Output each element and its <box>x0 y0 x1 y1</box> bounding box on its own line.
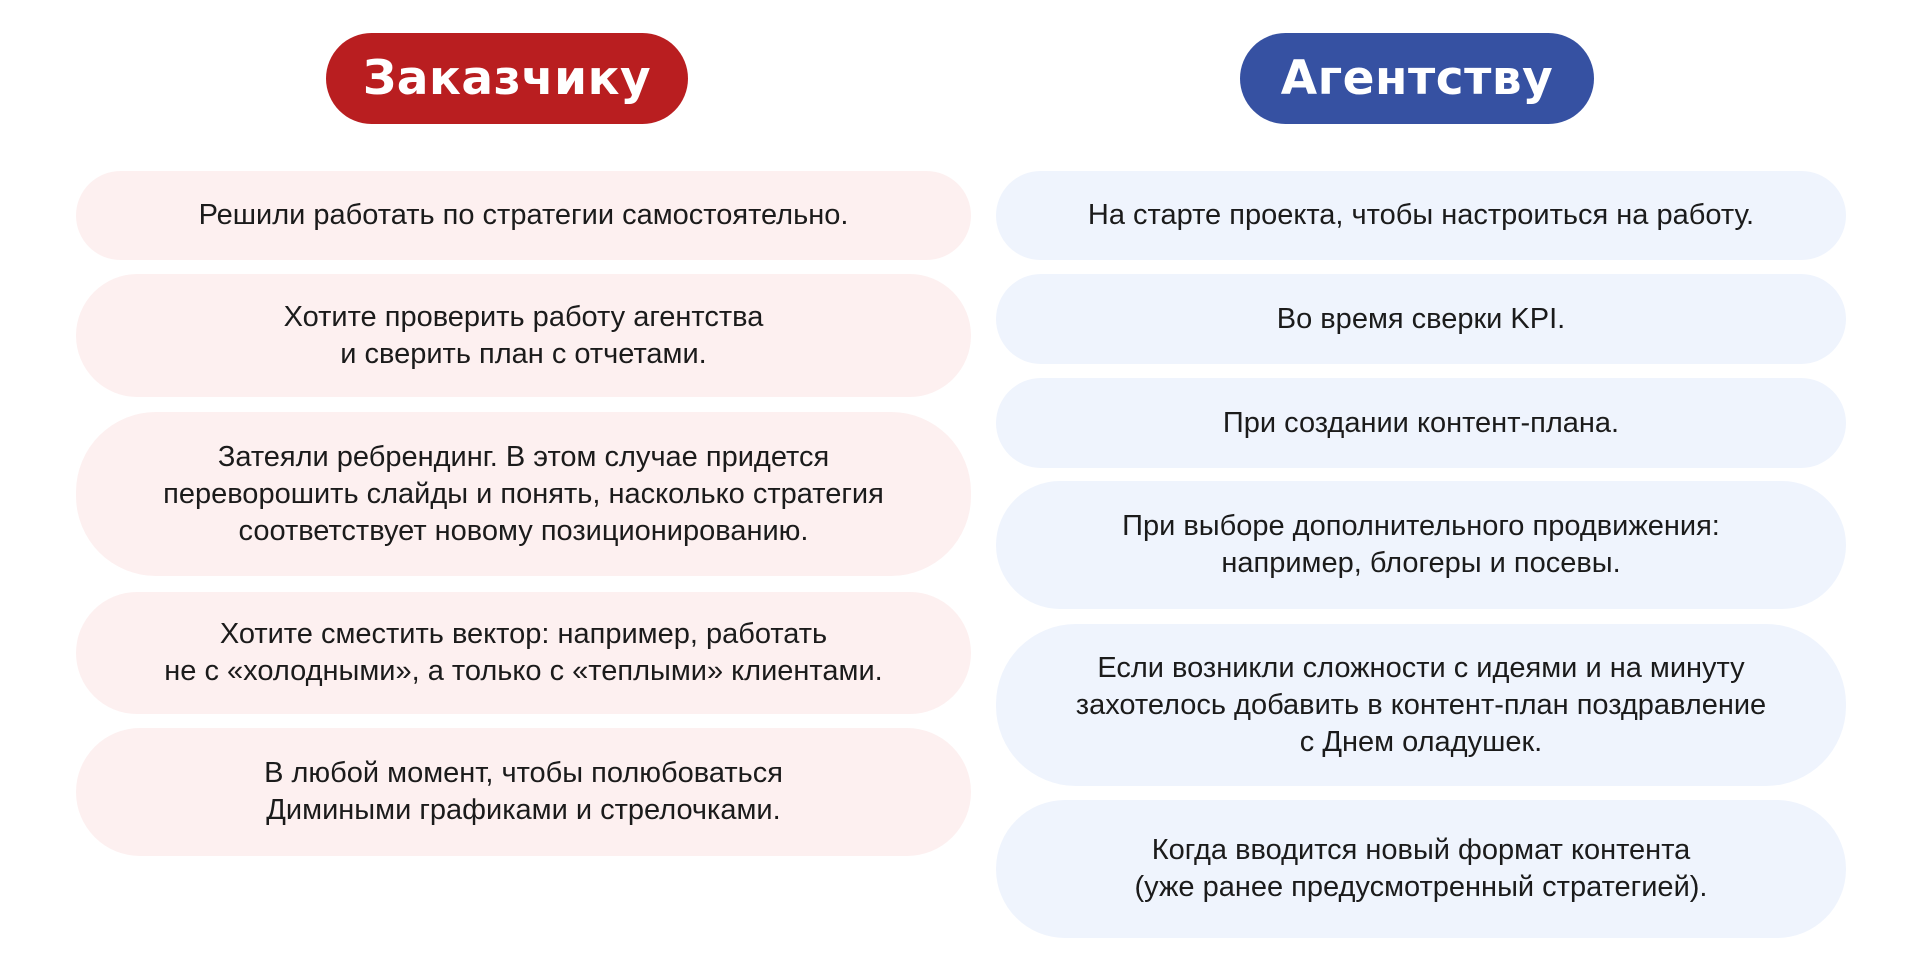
agency-item-3-text: При создании контент-плана. <box>1222 406 1620 439</box>
customer-item-4 <box>76 592 971 714</box>
agency-item-4-text: При выборе дополнительного продвижения: например, блогеры и посевы. <box>1122 510 1720 579</box>
customer-item-5-text: В любой момент, чтобы полюбоваться Димиными графиками и стрелочками. <box>264 757 783 826</box>
customer-header-pill: Заказчику <box>326 33 688 124</box>
customer-item-1 <box>76 171 971 260</box>
customer-item-3-text: Затеяли ребрендинг. В этом случае придется переворошить слайды и понять, насколько стратегия соответствует новому позиционированию. <box>163 440 884 547</box>
agency-item-2 <box>996 274 1846 364</box>
customer-item-2 <box>76 274 971 397</box>
customer-item-4-text: Хотите сместить вектор: например, работать не с «холодными», а только с «теплыми» клиентами. <box>164 618 883 687</box>
agency-item-5 <box>996 624 1846 786</box>
customer-item-5 <box>76 728 971 856</box>
agency-item-4 <box>996 481 1846 609</box>
agency-item-2-text: Во время сверки KPI. <box>1276 302 1566 335</box>
agency-header-pill: Агентству <box>1240 33 1594 124</box>
agency-item-6 <box>996 800 1846 938</box>
agency-item-6-text: Когда вводится новый формат контента (уже ранее предусмотренный стратегией). <box>1134 834 1708 903</box>
agency-item-1-text: На старте проекта, чтобы настроиться на работу. <box>1087 199 1755 231</box>
customer-item-1-text: Решили работать по стратегии самостоятельно. <box>198 199 849 231</box>
agency-item-3 <box>996 378 1846 468</box>
agency-item-5-text: Если возникли сложности с идеями и на минуту захотелось добавить в контент-план поздравление с Днем оладушек. <box>1075 651 1767 758</box>
customer-item-3 <box>76 412 971 576</box>
agency-item-1 <box>996 171 1846 260</box>
customer-item-2-text: Хотите проверить работу агентства и сверить план с отчетами. <box>283 300 764 370</box>
